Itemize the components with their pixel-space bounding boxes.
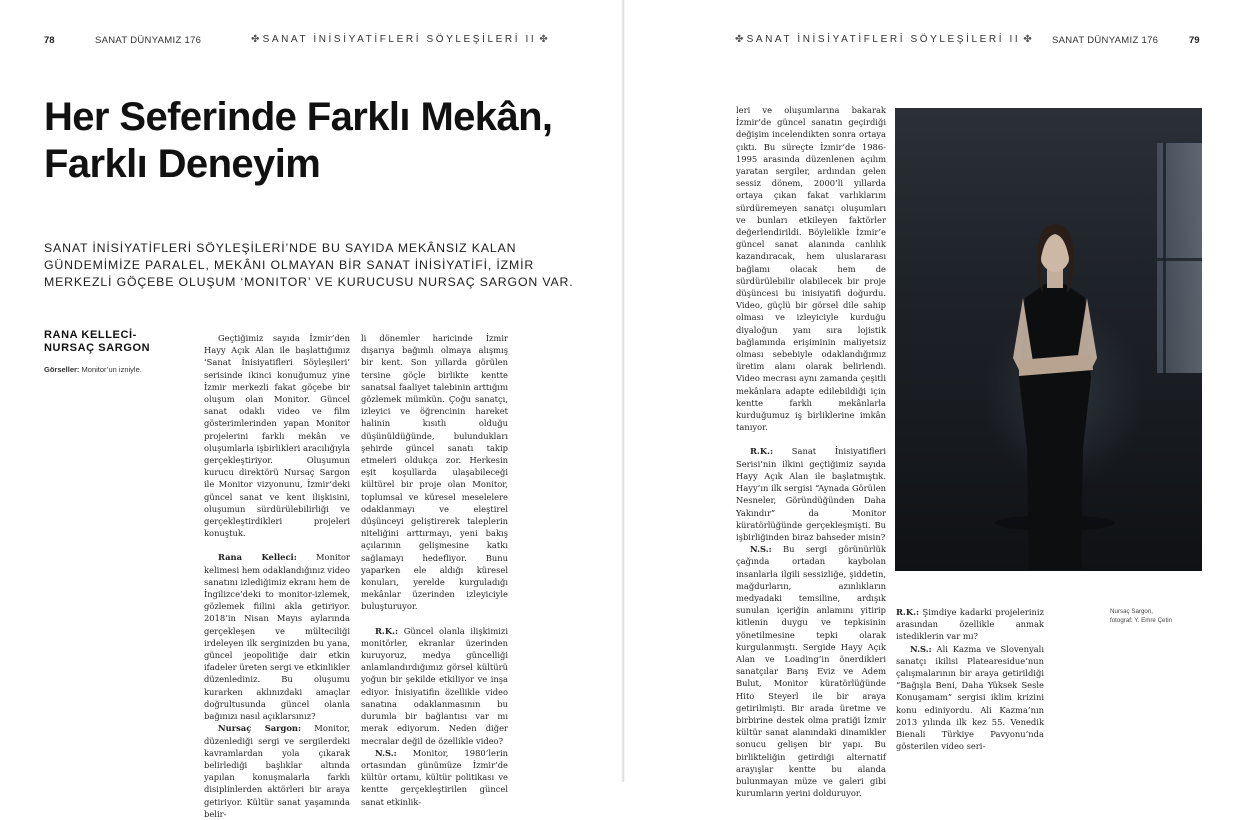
- magazine-name: SANAT DÜNYAMIZ 176: [1052, 35, 1159, 46]
- speaker-label: R.K.:: [750, 446, 774, 457]
- answer-text: Monitor, düzenlediği sergi ve sergilerdeki kavramlardan yola çıkarak belirlediği başlıklar altında yapılan konuşmalarla farklı disiplinlerden aktörleri bir araya getiriyor. Kültür sanat yaşamında belir-: [204, 723, 350, 819]
- answer-text: Ali Kazma ve Slovenyalı sanatçı ikilisi Platearesidue’nun çalışmalarının bir araya getirildiği “Bağışla Beni, Daha Yüksek Sesle Konuşamam” sergisi iklim krizini konu ediniyordu. Ali Kazma’nın 2013 yılında ilk kez 55. Venedik Bienali Türkiye Pavyonu’nda gösterilen video seri-: [896, 643, 1044, 752]
- ornament-icon: ✤: [251, 34, 263, 45]
- question-1: [204, 551, 350, 722]
- question-3: [736, 445, 886, 543]
- portrait-illustration: [895, 108, 1202, 571]
- speaker-label: Nursaç Sargon:: [218, 723, 302, 734]
- ornament-icon: ✤: [735, 34, 747, 45]
- answer-text: Monitor, 1980’lerin ortasından günümüze İzmir’de kültür ortamı, kültür politikası ve kentte gerçekleştirilen güncel sanat etkinlik-: [361, 747, 508, 807]
- body-column-3: [736, 104, 886, 799]
- question-text: Güncel olanla ilişkimizi monitörler, ekranlar üzerinden kuruyoruz, medya güncelliği anlamlandırdığımız görsel kültürü yoğun bir şekilde etkiliyor ve inşa ediyor. İnisiyatifin özellikle video sanatına odaklanmasının bu durumla bir bağlantısı var mı merak ediyorum. Neden diğer mecralar değil de özellikle video?: [361, 625, 508, 746]
- answer-4: [896, 643, 1044, 753]
- body-column-4: [896, 606, 1044, 752]
- byline-interviewee: NURSAÇ SARGON: [44, 342, 151, 354]
- answer-1: [204, 722, 350, 820]
- credit-text: Monitor’un izniyle.: [79, 365, 142, 374]
- figure-dress: [1019, 284, 1091, 570]
- series-header: [251, 34, 548, 45]
- magazine-name: SANAT DÜNYAMIZ 176: [95, 35, 202, 46]
- ornament-icon: ✤: [536, 34, 548, 45]
- question-text: Şimdiye kadarki projeleriniz arasından özellikle anmak istediklerin var mı?: [896, 607, 1044, 642]
- question-text: Sanat İnisiyatifleri Serisi’nin ilkini geçtiğimiz sayıda Hayy Açık Alan ile başlatmıştık. Hayy’ın ilk sergisi “Aynada Görülen Nesneler, Göründüğünden Daha Yakındır” da Monitor küratörlüğünde gerçekleşmişti. Bu işbirliğinden biraz bahseder misin?: [736, 446, 886, 542]
- portrait-photo: [895, 108, 1202, 571]
- ornament-icon: ✤: [1020, 34, 1032, 45]
- answer-text: Bu sergi görünürlük çağında ortadan kaybolan insanlarla ilgili sessizliğe, şiddetin, mağdurların, azınlıkların medyadaki temsiline, ardışık sunulan içeriğin anlamını yitirip kitlenin duygu ve tepkisinin yönetilmesine tepki olarak kurgulanmıştı. Sergide Hayy Açık Alan ve Loading’in önerdikleri sanatçılar Barış Eviz ve Adem Bulut, Monitor küratörlüğünde Hito Steyerl ile bir araya getirilmişti. Bir arada üretme ve birbirine destek olma pratiği İzmir kültür sanat alanındaki dinamikler sonucu gelişen bir yapı. Bu birlikteliğin getirdiği alternatif arayışlar kentte bu alanda bulunmayan müze ve galeri gibi kurumların yerini dolduruyor.: [736, 544, 886, 799]
- photo-caption: [1110, 608, 1200, 625]
- body-column-1: [204, 332, 350, 820]
- spine-gutter: [621, 0, 625, 782]
- body-column-2: [361, 332, 508, 808]
- title-line-1: Her Seferinde Farklı Mekân,: [44, 95, 553, 139]
- speaker-label: Rana Kelleci:: [218, 552, 297, 563]
- byline: [44, 329, 184, 355]
- intro-paragraph: Geçtiğimiz sayıda İzmir’den Hayy Açık Alan ile başlattığımız ‘Sanat İnisiyatifleri Söyleşileri’ serisinde ikinci konuğumuz yine İzmir merkezli fakat göçebe bir oluşum olan Monitor. Güncel sanat odaklı video ve film gösterimlerinden yapan Monitor projelerini farklı mekân ve oluşumlarla işbirlikleri aracılığıyla gerçekleştiriyor. Oluşumun kurucu direktörü Nursaç Sargon ile Monitor vizyonunu, İzmir’deki güncel sanat ve kent ilişkisini, oluşumun sürdürülebilirliği ve gerçekleştirdikleri projeleri konuştuk.: [204, 333, 350, 539]
- speaker-label: R.K.:: [896, 607, 920, 617]
- article-lede: SANAT İNİSİYATİFLERİ SÖYLEŞİLERİ’NDE BU SAYIDA MEKÂNSIZ KALAN GÜNDEMİMİZE PARALEL, MEKÂNI OLMAYAN BİR SANAT İNİSİYATİFİ, İZMİR MERKEZLİ GÖÇEBE OLUŞUM ‘MONITOR’ VE KURUCUSU NURSAÇ SARGON VAR.: [44, 241, 574, 289]
- answer-continued: li dönemler haricinde İzmir dışarıya bağımlı olmaya alışmış bir kent. Son yıllarda görülen tersine göçle birlikte kentte sanatsal faaliyet talebinin arttığını gözlemek mümkün. Çoğu sanatçı, izleyici ve öğrencinin hareket halinin kısıtlı olduğu düşünüldüğünde, bulundukları şehirde güncel sanatı takip etmeleri oldukça zor. Herkesin eşit koşullarda ulaşabileceği kültürel bir proje olan Monitor, toplumsal ve küresel meselelere odaklanmayı ve eleştirel düşünceyi geliştirerek taleplerin niteliğini arttırmayı, yeni bakış açılarının gelişmesine katkı sağlamayı hedefliyor. Bunu yaparken ele aldığı küresel konuları, yerelde kurguladığı mekânlar üzerinden izleyiciyle buluşturuyor.: [361, 333, 508, 612]
- speaker-label: N.S.:: [910, 643, 932, 654]
- page-number: 79: [1189, 35, 1200, 46]
- image-credit: [44, 365, 204, 374]
- caption-line-2: fotograf: Y. Emre Çetin: [1110, 616, 1173, 624]
- page-number: 78: [44, 35, 55, 46]
- credit-label: Görseller:: [44, 365, 80, 374]
- speaker-label: N.S.:: [375, 747, 397, 758]
- question-2: [361, 625, 508, 747]
- speaker-label: R.K.:: [375, 625, 399, 636]
- caption-line-1: Nursaç Sargon,: [1110, 608, 1153, 615]
- article-title: [44, 94, 604, 188]
- question-text: Monitor kelimesi hem odaklandığınız video sanatını izlediğimiz ekranı hem de İngilizce’deki to monitor-izlemek, gözlemek fiilini akla getiriyor. 2018’in Nisan Mayıs aylarında gerçekleşen ve mülteciliği irdeleyen ilk serginizden bu yana, güncel jeopolitiğe dair etkin ifadeler üreten sergi ve etkinlikler düzenlediniz. Bu oluşumu kurarken aklınızdaki amaçlar doğrultusunda güncel olanla bağınızı nasıl açıklarsınız?: [204, 552, 350, 722]
- series-header: [735, 34, 1032, 45]
- speaker-label: N.S.:: [750, 544, 772, 555]
- byline-author: RANA KELLECİ-: [44, 329, 137, 341]
- series-title: SANAT İNİSİYATİFLERİ SÖYLEŞİLERİ II: [746, 34, 1021, 45]
- answer-3: [736, 543, 886, 799]
- question-4: [896, 606, 1044, 643]
- title-line-2: Farklı Deneyim: [44, 142, 321, 186]
- series-title: SANAT İNİSİYATİFLERİ SÖYLEŞİLERİ II: [262, 34, 537, 45]
- answer-2: [361, 747, 508, 808]
- answer-continued: leri ve oluşumlarına bakarak İzmir’de güncel sanatın geçirdiği değişim incelendikten sonra ortaya çıktı. Bu süreçte İzmir’de 1986-1995 arasında düzenlenen açılım yaratan sergiler, ardından gelen sessiz dönem, 2000’li yıllarda ortaya çıkan fakat varlıklarını sürdüremeyen sanatçı oluşumları ve bunları etkileyen faktörler değerlendirildi. Böylelikle İzmir’e güncel sanat alanında canlılık kazandıracak, hem uluslararası bağlamı olacak hem de sürdürülebilir olabilecek bir proje düşüncesi bu inisiyatifi doğurdu. Video, güçlü bir görsel dile sahip olması ve izleyiciyle kurduğu diyaloğun yanı sıra lojistik bağlamında erişiminin maliyetsiz olması sebebiyle odaklandığımız üretim alanı olarak belirlendi. Video mecrası aynı zamanda çeşitli mekânlara adapte edilebildiği için kentte farklı mekânlarla kurduğumuz iş birliklerine imkân tanıyor.: [736, 105, 886, 433]
